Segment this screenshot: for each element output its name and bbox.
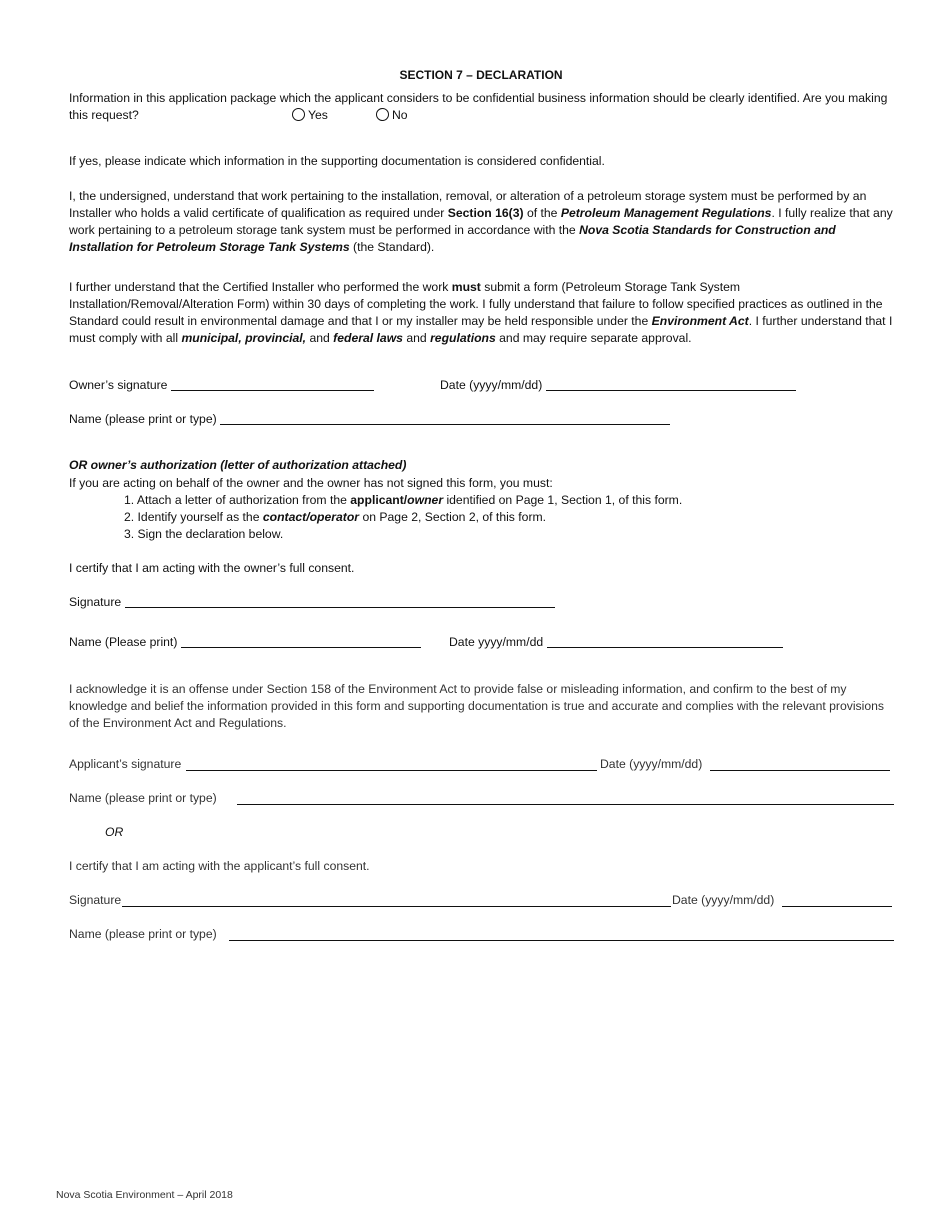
para2-federal: federal laws bbox=[333, 331, 403, 345]
confidential-yes-option[interactable] bbox=[292, 107, 328, 124]
para2-municipal: municipal, provincial, bbox=[181, 331, 307, 345]
authorized-signature-label: Signature bbox=[69, 595, 122, 609]
step1-text-end: identified on Page 1, Section 1, of this form. bbox=[443, 493, 683, 507]
para2-env-act: Environment Act bbox=[651, 314, 749, 328]
authorization-step-1 bbox=[124, 492, 682, 509]
authorized-name-row bbox=[69, 634, 421, 651]
applicant-signature-label: Applicant’s signature bbox=[69, 757, 182, 771]
acknowledgement-paragraph: I acknowledge it is an offense under Section 158 of the Environment Act to provide false or misleading information, and confirm to the best of my knowledge and belief the information provided in this form and supporting documentation is true and accurate and complies with the relevant provisions of the Environment Act and Regulations. bbox=[69, 682, 885, 730]
consent-signature-line[interactable] bbox=[122, 906, 671, 907]
authorized-date-label: Date yyyy/mm/dd bbox=[449, 635, 544, 649]
para1-standards-ref: Nova Scotia Standards for Construction and Installation for Petroleum Storage Tank Systems bbox=[69, 223, 836, 254]
authorized-signature-row bbox=[69, 594, 555, 611]
authorization-step-2 bbox=[124, 509, 682, 526]
para2-text-2: submit a form (Petroleum Storage Tank System Installation/Removal/Alteration Form) within 30 days of completing the work. I fully understand that failure to follow specified practices as outlined in the Standard could result in environmental damage and that I or my installer may be held responsible under the bbox=[69, 280, 883, 328]
authorized-date-line[interactable] bbox=[547, 634, 783, 648]
step1-owner: owner bbox=[407, 493, 444, 507]
para2-text-4: and bbox=[306, 331, 334, 345]
consent-name-line[interactable] bbox=[229, 940, 894, 941]
authorization-step-3: 3. Sign the declaration below. bbox=[124, 527, 284, 541]
page-footer: Nova Scotia Environment – April 2018 bbox=[56, 1189, 233, 1201]
owner-signature-line[interactable] bbox=[171, 377, 374, 391]
consent-name-label: Name (please print or type) bbox=[69, 927, 217, 941]
authorization-steps bbox=[124, 492, 682, 543]
consent-signature-label: Signature bbox=[69, 893, 122, 907]
owner-date-line[interactable] bbox=[546, 377, 796, 391]
consent-date-label: Date (yyyy/mm/dd) bbox=[672, 893, 775, 907]
para1-regulations-ref: Petroleum Management Regulations bbox=[560, 206, 772, 220]
applicant-name-line[interactable] bbox=[237, 804, 894, 805]
owner-date-row bbox=[440, 377, 796, 394]
installer-paragraph bbox=[69, 279, 895, 347]
para2-must: must bbox=[451, 280, 481, 294]
para2-text-5: and bbox=[402, 331, 431, 345]
confidential-question bbox=[69, 90, 895, 124]
para1-text-3: . I fully realize that any work pertaining to a petroleum storage tank system must be performed in accordance with the bbox=[69, 206, 893, 237]
authorized-signature-line[interactable] bbox=[125, 594, 555, 608]
applicant-name-label: Name (please print or type) bbox=[69, 791, 217, 805]
step1-applicant: applicant/ bbox=[350, 493, 408, 507]
applicant-consent-certify: I certify that I am acting with the applicant’s full consent. bbox=[69, 859, 370, 873]
step2-contact: contact/operator bbox=[262, 510, 360, 524]
step2-text-end: on Page 2, Section 2, of this form. bbox=[359, 510, 547, 524]
owner-signature-label: Owner’s signature bbox=[69, 378, 168, 392]
applicant-date-label: Date (yyyy/mm/dd) bbox=[600, 757, 703, 771]
para1-text-1: I, the undersigned, understand that work pertaining to the installation, removal, or alteration of a petroleum storage system must be performed by an Installer who holds a valid certificate of qualification as required under bbox=[69, 189, 867, 220]
owner-name-label: Name (please print or type) bbox=[69, 412, 217, 426]
para1-text-2: of the bbox=[523, 206, 561, 220]
yes-label: Yes bbox=[308, 108, 328, 122]
consent-date-line[interactable] bbox=[782, 906, 892, 907]
or-label: OR bbox=[105, 825, 124, 839]
owner-date-label: Date (yyyy/mm/dd) bbox=[440, 378, 543, 392]
authorized-name-line[interactable] bbox=[181, 634, 421, 648]
para2-text-3: . I further understand that I must comply with all bbox=[69, 314, 893, 345]
section-title: SECTION 7 – DECLARATION bbox=[399, 68, 563, 82]
authorized-name-label: Name (Please print) bbox=[69, 635, 178, 649]
confidential-no-option[interactable] bbox=[376, 107, 408, 124]
undersigned-paragraph bbox=[69, 188, 895, 256]
yes-radio[interactable] bbox=[292, 108, 305, 121]
no-radio[interactable] bbox=[376, 108, 389, 121]
owner-consent-certify: I certify that I am acting with the owner’s full consent. bbox=[69, 561, 355, 575]
no-label: No bbox=[392, 108, 408, 122]
applicant-signature-line[interactable] bbox=[186, 770, 597, 771]
para2-regulations: regulations bbox=[430, 331, 496, 345]
step2-text: 2. Identify yourself as the bbox=[124, 510, 263, 524]
owner-signature-row bbox=[69, 377, 374, 394]
confidential-question-text: Information in this application package which the applicant considers to be confidential business information should be clearly identified. Are you making this request? bbox=[69, 91, 888, 122]
authorized-date-row bbox=[449, 634, 783, 651]
authorization-heading: OR owner’s authorization (letter of authorization attached) bbox=[69, 458, 407, 472]
para1-section-ref: Section 16(3) bbox=[447, 206, 524, 220]
para2-text-6: and may require separate approval. bbox=[495, 331, 692, 345]
step1-text: 1. Attach a letter of authorization from the bbox=[124, 493, 351, 507]
confidential-followup: If yes, please indicate which information in the supporting documentation is considered confidential. bbox=[69, 154, 605, 168]
owner-name-row bbox=[69, 411, 670, 428]
owner-name-line[interactable] bbox=[220, 411, 670, 425]
para2-text-1: I further understand that the Certified Installer who performed the work bbox=[69, 280, 452, 294]
applicant-date-line[interactable] bbox=[710, 770, 890, 771]
authorization-intro: If you are acting on behalf of the owner and the owner has not signed this form, you must: bbox=[69, 476, 553, 490]
para1-text-4: (the Standard). bbox=[349, 240, 435, 254]
